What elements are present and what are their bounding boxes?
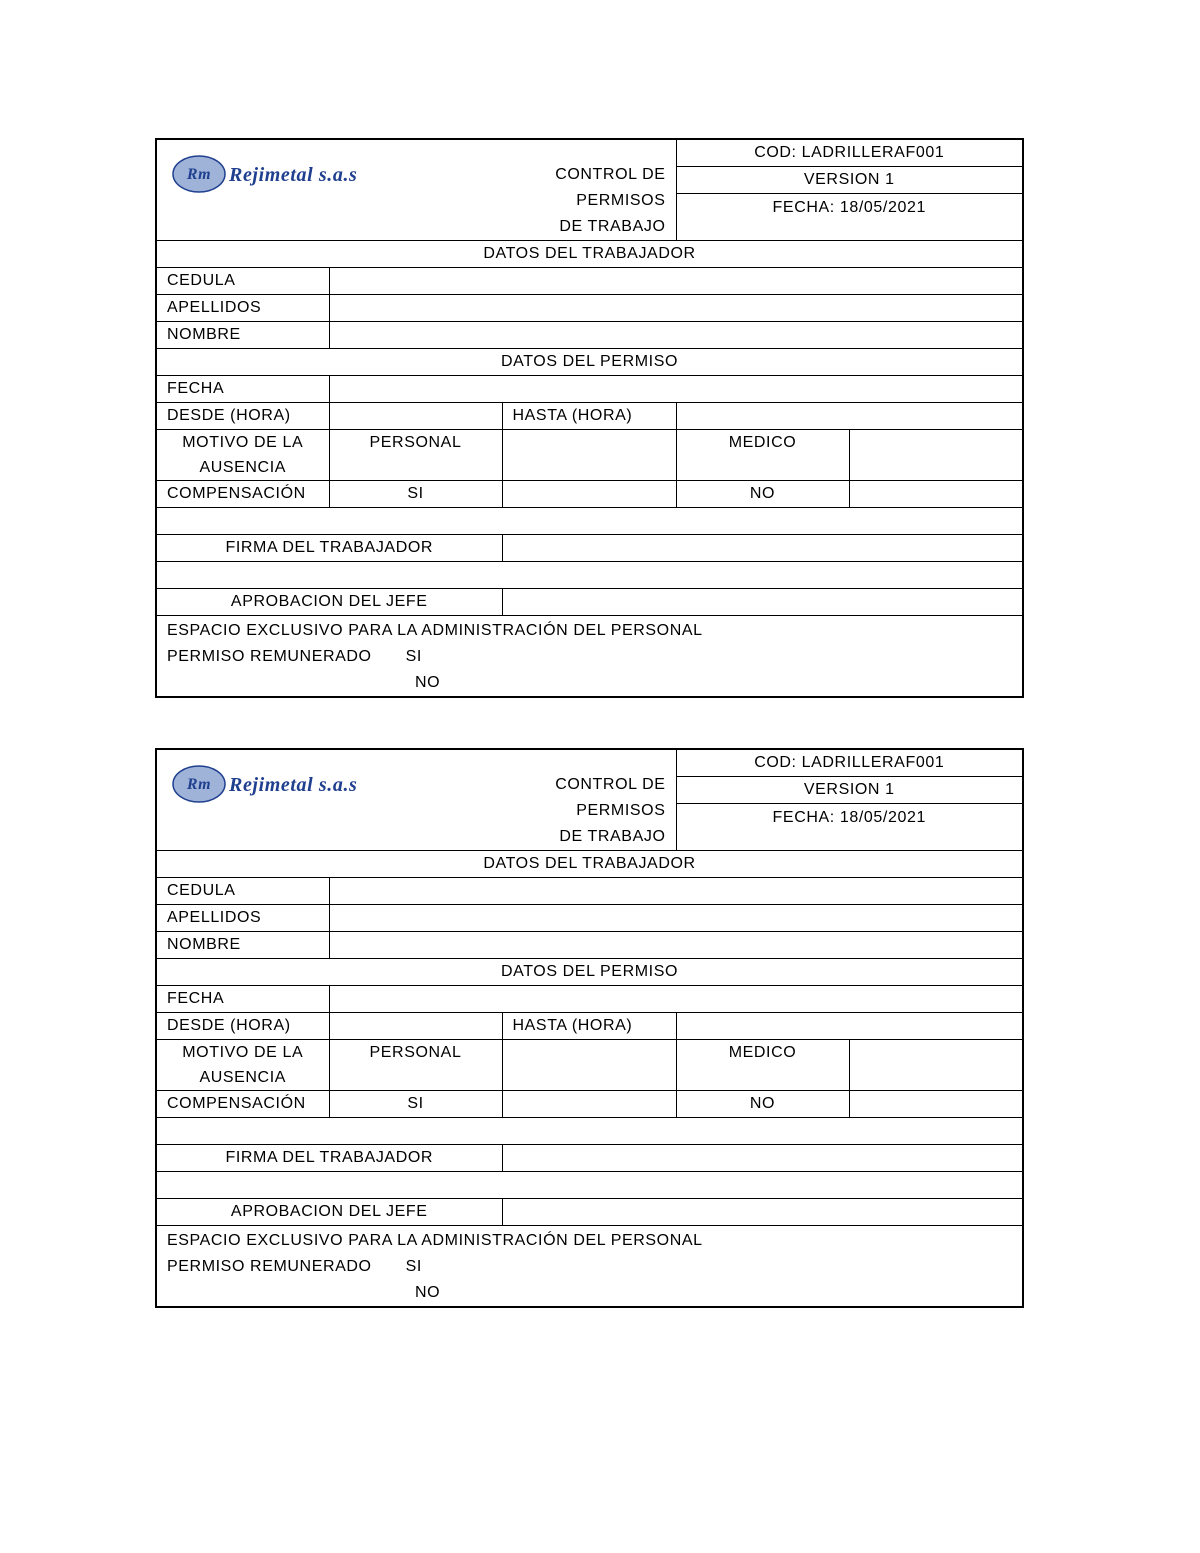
- checkbox-compensacion-no[interactable]: [849, 1091, 1023, 1118]
- doc-date: FECHA: 18/05/2021: [676, 194, 1023, 241]
- field-apellidos[interactable]: [329, 905, 1023, 932]
- label-personal: PERSONAL: [329, 430, 502, 481]
- label-aprobacion-jefe: APROBACION DEL JEFE: [156, 1199, 502, 1226]
- option-remunerado-no[interactable]: NO: [415, 674, 441, 691]
- label-nombre: NOMBRE: [156, 932, 329, 959]
- admin-section: [156, 1226, 1023, 1308]
- permit-table: [155, 138, 1024, 698]
- field-hasta-hora[interactable]: [676, 1013, 1023, 1040]
- company-logo: [171, 154, 358, 198]
- spacer-row: [156, 562, 1023, 589]
- admin-title: ESPACIO EXCLUSIVO PARA LA ADMINISTRACIÓN DEL PERSONAL: [167, 622, 703, 639]
- doc-code: COD: LADRILLERAF001: [676, 749, 1023, 777]
- checkbox-compensacion-si[interactable]: [502, 481, 676, 508]
- company-logo: [171, 764, 358, 808]
- label-desde-hora: DESDE (HORA): [156, 1013, 329, 1040]
- doc-version: VERSION 1: [676, 777, 1023, 804]
- label-motivo-ausencia: [156, 430, 329, 481]
- admin-section: [156, 616, 1023, 698]
- label-nombre: NOMBRE: [156, 322, 329, 349]
- field-fecha[interactable]: [329, 986, 1023, 1013]
- label-compensacion-si: SI: [329, 481, 502, 508]
- admin-title: ESPACIO EXCLUSIVO PARA LA ADMINISTRACIÓN DEL PERSONAL: [167, 1232, 703, 1249]
- label-cedula: CEDULA: [156, 878, 329, 905]
- section-datos-permiso: DATOS DEL PERMISO: [156, 959, 1023, 986]
- doc-version: VERSION 1: [676, 167, 1023, 194]
- label-firma-trabajador: FIRMA DEL TRABAJADOR: [156, 1145, 502, 1172]
- form-title: [502, 749, 676, 851]
- field-nombre[interactable]: [329, 322, 1023, 349]
- motivo-line2: AUSENCIA: [199, 459, 287, 476]
- field-aprobacion-jefe[interactable]: [502, 1199, 1023, 1226]
- form-title: [502, 139, 676, 241]
- label-medico: MEDICO: [676, 1040, 849, 1091]
- label-desde-hora: DESDE (HORA): [156, 403, 329, 430]
- permit-form: [155, 138, 1022, 698]
- spacer-row: [156, 1118, 1023, 1145]
- field-cedula[interactable]: [329, 878, 1023, 905]
- admin-no-row: [167, 1280, 1012, 1306]
- svg-text:Rejimetal s.a.s: Rejimetal s.a.s: [229, 164, 358, 186]
- field-firma-trabajador[interactable]: [502, 1145, 1023, 1172]
- label-cedula: CEDULA: [156, 268, 329, 295]
- checkbox-personal[interactable]: [502, 430, 676, 481]
- field-cedula[interactable]: [329, 268, 1023, 295]
- motivo-line1: MOTIVO DE LA: [182, 434, 304, 451]
- label-motivo-ausencia: [156, 1040, 329, 1091]
- label-apellidos: APELLIDOS: [156, 905, 329, 932]
- logo-cell: [156, 139, 502, 241]
- checkbox-compensacion-no[interactable]: [849, 481, 1023, 508]
- motivo-line2: AUSENCIA: [199, 1069, 287, 1086]
- checkbox-medico[interactable]: [849, 1040, 1023, 1091]
- section-datos-trabajador: DATOS DEL TRABAJADOR: [156, 851, 1023, 878]
- doc-date: FECHA: 18/05/2021: [676, 804, 1023, 851]
- label-compensacion: COMPENSACIÓN: [156, 481, 329, 508]
- checkbox-compensacion-si[interactable]: [502, 1091, 676, 1118]
- option-remunerado-no[interactable]: NO: [415, 1284, 441, 1301]
- permit-table: [155, 748, 1024, 1308]
- field-aprobacion-jefe[interactable]: [502, 589, 1023, 616]
- form-title-line1: CONTROL DE PERMISOS: [555, 776, 666, 819]
- form-title-line2: DE TRABAJO: [559, 218, 666, 235]
- field-desde-hora[interactable]: [329, 403, 502, 430]
- admin-remunerado-row: [167, 644, 1012, 670]
- label-permiso-remunerado: PERMISO REMUNERADO: [167, 1258, 372, 1275]
- label-compensacion-no: NO: [676, 481, 849, 508]
- spacer-row: [156, 508, 1023, 535]
- label-compensacion-no: NO: [676, 1091, 849, 1118]
- admin-no-row: [167, 670, 1012, 696]
- label-hasta-hora: HASTA (HORA): [502, 403, 676, 430]
- label-apellidos: APELLIDOS: [156, 295, 329, 322]
- label-personal: PERSONAL: [329, 1040, 502, 1091]
- logo-cell: [156, 749, 502, 851]
- field-desde-hora[interactable]: [329, 1013, 502, 1040]
- admin-remunerado-row: [167, 1254, 1012, 1280]
- field-firma-trabajador[interactable]: [502, 535, 1023, 562]
- field-hasta-hora[interactable]: [676, 403, 1023, 430]
- label-fecha: FECHA: [156, 376, 329, 403]
- field-fecha[interactable]: [329, 376, 1023, 403]
- motivo-line1: MOTIVO DE LA: [182, 1044, 304, 1061]
- checkbox-medico[interactable]: [849, 430, 1023, 481]
- field-nombre[interactable]: [329, 932, 1023, 959]
- svg-text:Rm: Rm: [186, 776, 212, 793]
- option-remunerado-si[interactable]: SI: [405, 1258, 422, 1275]
- label-compensacion-si: SI: [329, 1091, 502, 1118]
- label-compensacion: COMPENSACIÓN: [156, 1091, 329, 1118]
- label-fecha: FECHA: [156, 986, 329, 1013]
- doc-code: COD: LADRILLERAF001: [676, 139, 1023, 167]
- label-medico: MEDICO: [676, 430, 849, 481]
- label-firma-trabajador: FIRMA DEL TRABAJADOR: [156, 535, 502, 562]
- option-remunerado-si[interactable]: SI: [405, 648, 422, 665]
- permit-form: [155, 748, 1022, 1308]
- section-datos-permiso: DATOS DEL PERMISO: [156, 349, 1023, 376]
- checkbox-personal[interactable]: [502, 1040, 676, 1091]
- section-datos-trabajador: DATOS DEL TRABAJADOR: [156, 241, 1023, 268]
- form-title-line1: CONTROL DE PERMISOS: [555, 166, 666, 209]
- label-hasta-hora: HASTA (HORA): [502, 1013, 676, 1040]
- form-title-line2: DE TRABAJO: [559, 828, 666, 845]
- spacer-row: [156, 1172, 1023, 1199]
- field-apellidos[interactable]: [329, 295, 1023, 322]
- svg-text:Rm: Rm: [186, 166, 212, 183]
- svg-text:Rejimetal s.a.s: Rejimetal s.a.s: [229, 774, 358, 796]
- label-permiso-remunerado: PERMISO REMUNERADO: [167, 648, 372, 665]
- label-aprobacion-jefe: APROBACION DEL JEFE: [156, 589, 502, 616]
